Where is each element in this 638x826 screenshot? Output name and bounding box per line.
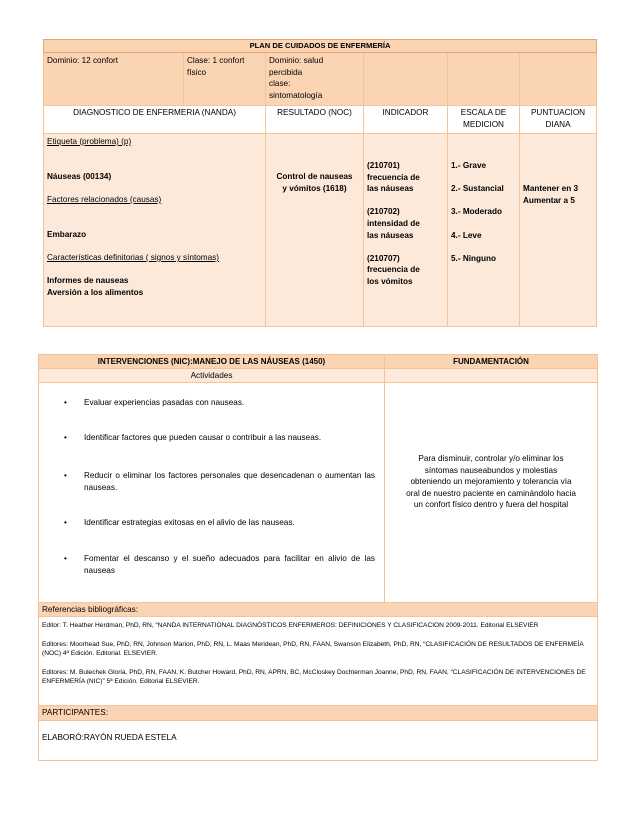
- referencia-item: Editores: Moorhead Sue, PhD, RN, Johnson Marion, PhD, RN, L. Maas Meridean, PhD, RN, FAAN, Swanson Elizabeth, PhD, RN, “CLASIFICACIÓN DE RESULTADOS DE ENFERMEÍA (NOC) 4ª Edición. Editorial. ELSEVIER.: [42, 640, 584, 657]
- etiqueta-label: Etiqueta (problema) (p): [47, 137, 132, 146]
- dominio-salud-cell: Dominio: salud percibida clase: sintomatología: [266, 53, 364, 106]
- empty-cell: [364, 53, 448, 106]
- nic-table: [38, 354, 598, 761]
- indicadores-cell: (210701) frecuencia de las náuseas (210702) intensidad de las náuseas (210707) frecuencia de los vómitos: [364, 134, 448, 327]
- elaboro-text: ELABORÓ:RAYÓN RUEDA ESTELA: [42, 733, 177, 742]
- diagnosis-cell: [44, 134, 266, 327]
- referencias-cell: [39, 617, 598, 706]
- actividad-item: • Identificar factores que pueden causar o contribuir a las nauseas.: [64, 433, 322, 442]
- participantes-label: PARTICIPANTES:: [39, 706, 598, 721]
- header-puntuacion: PUNTUACION DIANA: [520, 106, 597, 134]
- caracteristica-item: Aversión a los alimentos: [47, 287, 144, 297]
- empty-cell: [448, 53, 520, 106]
- resultado-cell: Control de nauseas y vómitos (1618): [266, 134, 364, 327]
- header-resultado: RESULTADO (NOC): [266, 106, 364, 134]
- caracteristica-item: Informes de nauseas: [47, 276, 129, 286]
- actividad-item: • Evaluar experiencias pasadas con nauseas.: [64, 398, 245, 407]
- escala-cell: 1.- Grave 2.- Sustancial 3.- Moderado 4.- Leve 5.- Ninguno: [448, 134, 520, 327]
- empty-cell: [385, 369, 598, 383]
- bullet-icon: •: [64, 471, 67, 480]
- clase-cell: Clase: 1 confort físico: [184, 53, 266, 106]
- actividad-item: • Fomentar el descanso y el sueño adecuados para facilitar en alivio de las nauseas: [64, 554, 375, 575]
- referencia-item: Editor: T. Heather Herdman, PhD, RN, “NANDA INTERNATIONAL DIAGNÓSTICOS ENFERMEROS: DEFINICIONES Y CLASIFICACION 2009-2011. Editorial ELSEVIER: [42, 622, 539, 629]
- factores-value: Embarazo: [47, 229, 87, 239]
- etiqueta-value: Náuseas (00134): [47, 171, 112, 181]
- bullet-icon: •: [64, 554, 67, 563]
- fundamentacion-cell: Para disminuir, controlar y/o eliminar los síntomas nauseabundos y molestias obteniendo un mejoramiento y tolerancia vía oral de nuestro paciente en caminándolo hacia un confort físico dentro y fuera del hospital: [385, 383, 598, 603]
- referencia-item: Editores: M. Bulechek Gloria, PhD, RN, FAAN, K. Butcher Howard, PhD, RN, APRN, BC, McCloskey Dochterman Joanne, PhD, RN, FAAN, “CLASIFICACIÓN DE INTERVENCIONES DE ENFERMERÍA (NIC)” 5ª Edición. Editorial ELSEVIER.: [42, 668, 586, 685]
- factores-label: Factores relacionados (causas): [47, 194, 162, 204]
- nic-title: INTERVENCIONES (NIC):MANEJO DE LAS NÁUSEAS (1450): [39, 355, 385, 369]
- actividades-label: Actividades: [39, 369, 385, 383]
- care-plan-table: [43, 39, 597, 327]
- bullet-icon: •: [64, 398, 67, 407]
- header-diagnostico: DIAGNOSTICO DE ENFERMERIA (NANDA): [44, 106, 266, 134]
- header-indicador: INDICADOR: [364, 106, 448, 134]
- diana-cell: Mantener en 3 Aumentar a 5: [520, 134, 597, 327]
- caracteristicas-label: Características definitorias ( signos y síntomas): [47, 252, 219, 262]
- elaboro-cell: [39, 721, 598, 761]
- bullet-icon: •: [64, 518, 67, 527]
- header-escala: ESCALA DE MEDICION: [448, 106, 520, 134]
- bullet-icon: •: [64, 433, 67, 442]
- plan-title: PLAN DE CUIDADOS DE ENFERMERÍA: [44, 40, 597, 53]
- fundamentacion-title: FUNDAMENTACIÓN: [385, 355, 598, 369]
- actividad-item: • Reducir o eliminar los factores personales que desencadenan o aumentan las nauseas.: [64, 471, 375, 492]
- actividad-item: • Identificar estrategias exitosas en el alivio de las nauseas.: [64, 518, 295, 527]
- referencias-label: Referencias bibliográficas:: [39, 603, 598, 617]
- dominio-cell: Dominio: 12 confort: [44, 53, 184, 106]
- empty-cell: [520, 53, 597, 106]
- actividades-cell: [39, 383, 385, 603]
